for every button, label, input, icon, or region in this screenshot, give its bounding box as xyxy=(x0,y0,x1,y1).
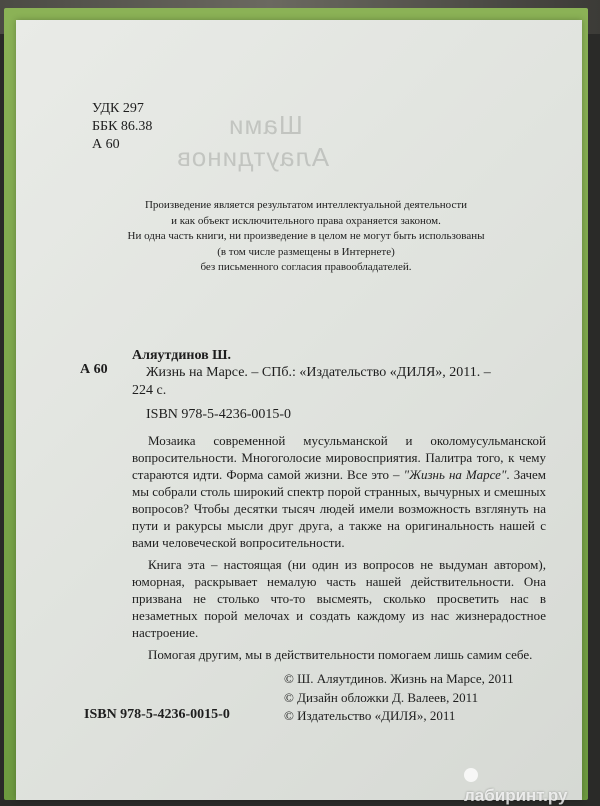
author-mark: А 60 xyxy=(92,137,120,152)
copyright-line: © Дизайн обложки Д. Валеев, 2011 xyxy=(284,689,479,705)
copyright-list xyxy=(284,670,514,726)
copyright-line: © Издательство «ДИЛЯ», 2011 xyxy=(284,708,456,723)
show-through-text: Шами xyxy=(228,110,303,140)
book-title-quote: "Жизнь на Марсе" xyxy=(403,467,507,482)
isbn-footer: ISBN 978-5-4236-0015-0 xyxy=(84,707,230,722)
copyright-line: © Ш. Аляутдинов. Жизнь на Марсе, 2011 xyxy=(284,671,514,686)
annotation-text: . Зачем мы собрали столь широкий спектр порой странных, вычурных и смешных вопросов? Чтобы десятки тысяч людей имели возможность взглянуть на пути и ракурсы мысли друг друга, а также на оригинальность нашей с вами человеческой вопросительности. xyxy=(132,467,547,550)
bibliography-code: А 60 xyxy=(80,362,108,377)
annotation-paragraph: Книга эта – настоящая (ни один из вопросов не выдуман автором), юморная, раскрывает немалую часть нашей действительности. Она призвана не столько что-то высмеять, сколько просветить нас в незаметных порой мелочах и создать каждому из нас жизнерадостное настроение. xyxy=(132,557,546,640)
notice-line: Произведение является результатом интеллектуальной деятельности xyxy=(144,199,468,211)
annotation xyxy=(132,432,546,668)
notice-line: Ни одна часть книги, ни произведение в целом не могут быть использованы xyxy=(127,230,485,242)
bibliography-isbn: ISBN 978-5-4236-0015-0 xyxy=(146,407,292,422)
bbk-code: ББК 86.38 xyxy=(92,119,153,134)
bibliography-description xyxy=(132,364,546,400)
notice-line: без письменного согласия правообладателей. xyxy=(200,261,412,273)
labirint-logo-icon xyxy=(464,768,478,782)
annotation-paragraph: Помогая другим, мы в действительности помогаем лишь самим себе. xyxy=(148,647,533,662)
annotation-paragraph xyxy=(132,432,546,551)
show-through-text: Алаутдинов xyxy=(176,142,330,172)
watermark-text: лабиринт.ру xyxy=(464,786,568,805)
bibliography-line: Жизнь на Марсе. – СПб.: «Издательство «ДИЛЯ», 2011. – xyxy=(146,365,491,380)
notice-line: (в том числе размещены в Интернете) xyxy=(217,245,395,258)
watermark xyxy=(464,766,582,806)
annotation-text: Мозаика современной мусульманской и околомусульманской вопросительности. Многоголосие мировосприятия. Палитра того, к чему стараются идти. Форма самой жизни. Все это – xyxy=(132,433,546,482)
copyright-notice xyxy=(96,198,516,276)
notice-line: и как объект исключительного права охраняется законом. xyxy=(171,214,441,227)
udk-code: УДК 297 xyxy=(92,101,144,116)
book-page xyxy=(16,20,582,805)
bibliography-pages: 224 с. xyxy=(132,383,167,398)
bibliography-author: Аляутдинов Ш. xyxy=(132,348,232,363)
classification-codes xyxy=(92,100,152,154)
